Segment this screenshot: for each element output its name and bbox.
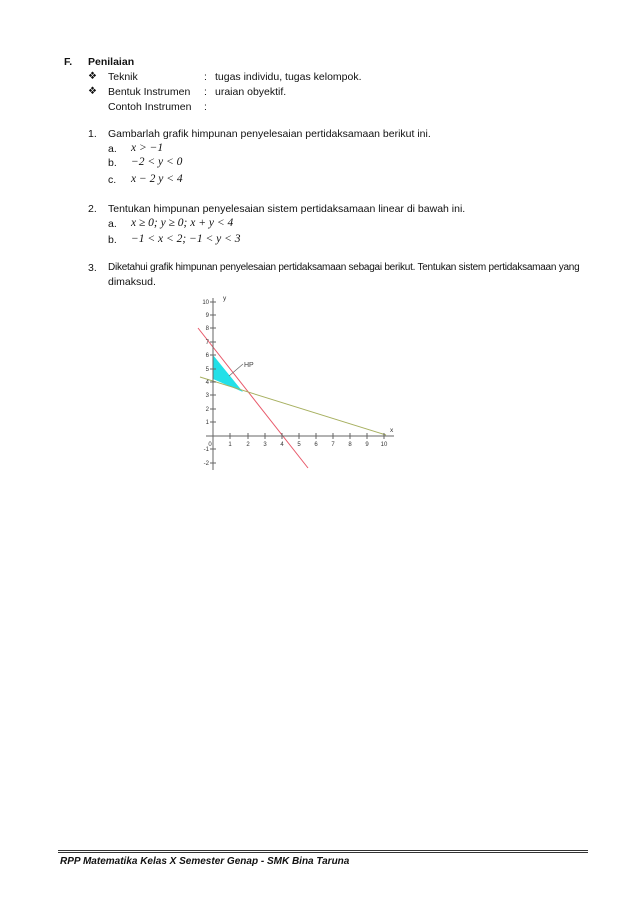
x-tick-label: 7 xyxy=(331,442,335,448)
x-tick-label: 10 xyxy=(380,442,388,448)
assessment-label-teknik: Teknik xyxy=(108,71,138,83)
item-expression: −1 < x < 2; −1 < y < 3 xyxy=(131,233,241,245)
assessment-value-teknik: tugas individu, tugas kelompok. xyxy=(215,71,362,83)
x-tick-label: 2 xyxy=(246,442,250,448)
question-text: Gambarlah grafik himpunan penyelesaian pertidaksamaan berikut ini. xyxy=(108,128,431,140)
x-tick-label: 6 xyxy=(314,442,318,448)
footer-text: RPP Matematika Kelas X Semester Genap - SMK Bina Taruna xyxy=(60,856,350,867)
assessment-value-bentuk: uraian obyektif. xyxy=(215,86,287,98)
section-letter: F. xyxy=(64,56,73,68)
item-label: a. xyxy=(108,143,117,155)
y-axis-label: y xyxy=(223,295,227,302)
x-tick-label: 5 xyxy=(297,442,301,448)
item-label: b. xyxy=(108,234,117,246)
item-expression: −2 < y < 0 xyxy=(131,156,183,168)
footer-rule xyxy=(58,852,588,853)
bullet-diamond-icon: ❖ xyxy=(88,71,97,82)
assessment-colon: : xyxy=(204,71,207,83)
x-tick-label: 9 xyxy=(365,442,369,448)
question-text: Tentukan himpunan penyelesaian sistem pertidaksamaan linear di bawah ini. xyxy=(108,203,466,215)
section-title: Penilaian xyxy=(88,56,135,68)
y-tick-label: 5 xyxy=(205,367,209,373)
x-tick-label: 4 xyxy=(280,442,284,448)
x-tick-label: 1 xyxy=(228,442,232,448)
y-tick-label: 1 xyxy=(205,420,209,426)
y-tick-label: 3 xyxy=(205,393,209,399)
assessment-colon: : xyxy=(204,86,207,98)
inequality-graph xyxy=(196,288,406,474)
hp-label: HP xyxy=(244,362,254,369)
question-text-line2: dimaksud. xyxy=(108,276,156,288)
x-tick-label: 8 xyxy=(348,442,352,448)
item-label: c. xyxy=(108,174,117,186)
assessment-label-bentuk: Bentuk Instrumen xyxy=(108,86,191,98)
assessment-label-contoh: Contoh Instrumen xyxy=(108,101,192,113)
item-label: b. xyxy=(108,157,117,169)
x-tick-label: 3 xyxy=(263,442,267,448)
y-tick-label: 7 xyxy=(205,340,209,346)
assessment-colon: : xyxy=(204,101,207,113)
question-number: 3. xyxy=(88,262,97,274)
item-expression: x ≥ 0; y ≥ 0; x + y < 4 xyxy=(131,217,234,229)
x-tick-label: 0 xyxy=(208,442,212,448)
y-tick-label: 4 xyxy=(205,380,209,386)
question-text-line1: Diketahui grafik himpunan penyelesaian pertidaksamaan sebagai berikut. Tentukan sistem pertidaksamaan yang xyxy=(108,262,580,273)
y-tick-label: 9 xyxy=(205,313,209,319)
item-expression: x > −1 xyxy=(131,142,164,154)
question-number: 2. xyxy=(88,203,97,215)
y-tick-label: 10 xyxy=(202,300,209,306)
x-axis-label: x xyxy=(390,427,394,434)
footer-rule xyxy=(58,850,588,851)
y-tick-label: 8 xyxy=(205,326,209,332)
y-tick-label: -1 xyxy=(203,447,209,453)
y-tick-label: 2 xyxy=(205,407,209,413)
y-tick-label: 6 xyxy=(205,353,209,359)
item-label: a. xyxy=(108,218,117,230)
y-tick-label: -2 xyxy=(203,461,209,467)
bullet-diamond-icon: ❖ xyxy=(88,86,97,97)
question-number: 1. xyxy=(88,128,97,140)
item-expression: x − 2 y < 4 xyxy=(131,173,183,185)
